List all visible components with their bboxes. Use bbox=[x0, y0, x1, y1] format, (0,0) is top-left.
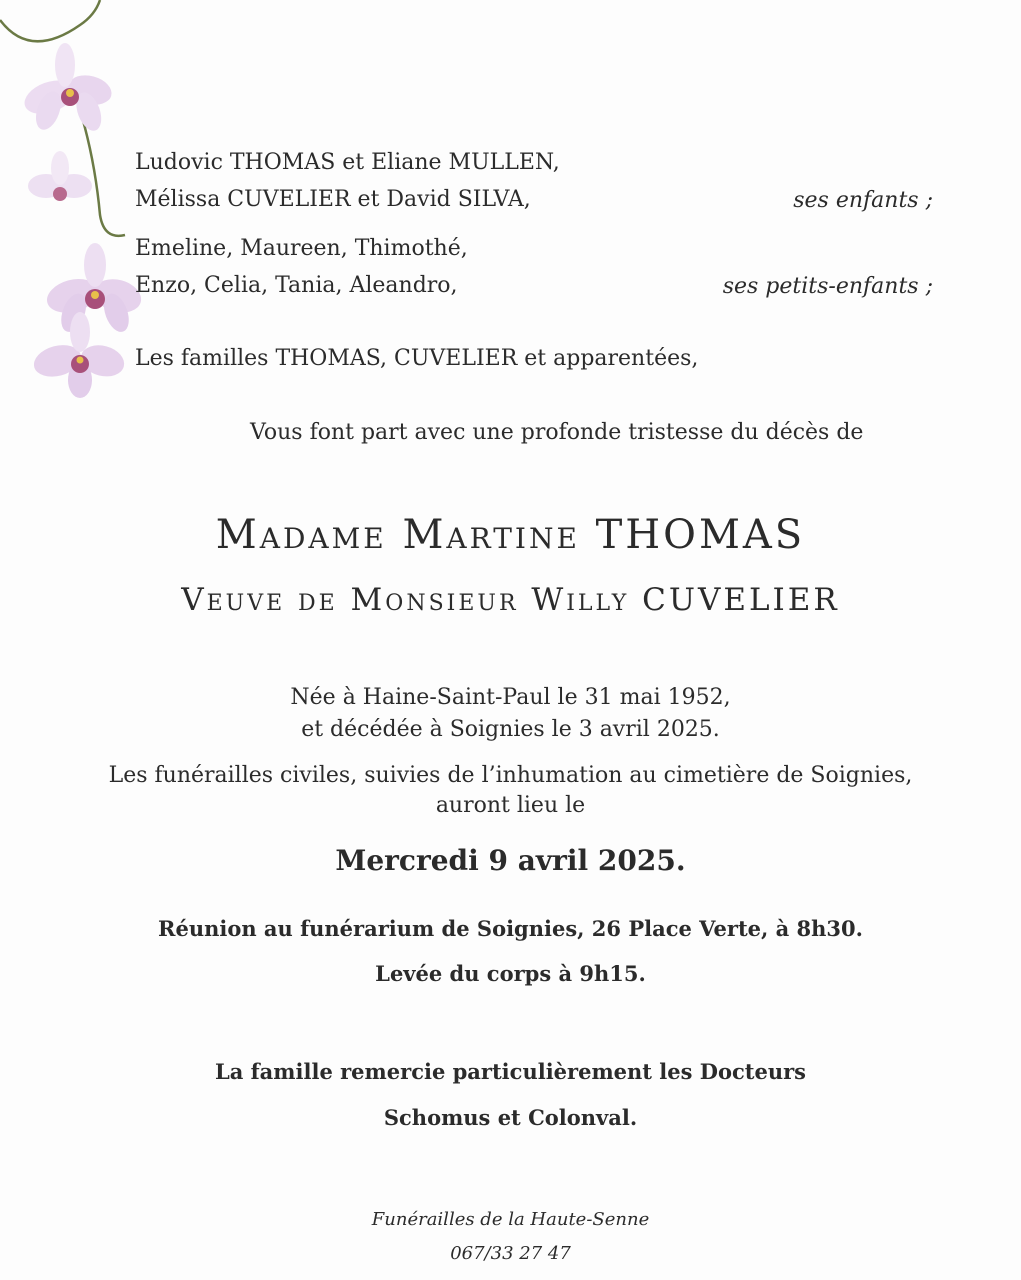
thanks-line-2: Schomus et Colonval. bbox=[383, 1105, 638, 1130]
families-line: Les familles THOMAS, CUVELIER et apparentées, bbox=[135, 346, 699, 371]
death-info: et décédée à Soignies le 3 avril 2025. bbox=[301, 717, 720, 742]
orchid-flower-2 bbox=[28, 151, 92, 201]
widow-of: Veuve de Monsieur Willy CUVELIER bbox=[181, 582, 840, 618]
announcement: Vous font part avec une profonde tristesse du décès de bbox=[250, 420, 864, 445]
orchid-flower-1 bbox=[20, 43, 115, 134]
grandchildren-role: ses petits-enfants ; bbox=[722, 274, 933, 299]
funeral-line-1: Les funérailles civiles, suivies de l’inhumation au cimetière de Soignies, bbox=[108, 763, 913, 788]
funeral-date: Mercredi 9 avril 2025. bbox=[335, 844, 686, 877]
undertaker-name: Funérailles de la Haute-Senne bbox=[371, 1209, 650, 1230]
funeral-line-2: auront lieu le bbox=[435, 793, 586, 818]
thanks-line-1: La famille remercie particulièrement les Docteurs bbox=[214, 1059, 807, 1084]
undertaker-phone: 067/33 27 47 bbox=[450, 1243, 571, 1264]
birth-info: Née à Haine-Saint-Paul le 31 mai 1952, bbox=[290, 685, 731, 710]
departure-info: Levée du corps à 9h15. bbox=[375, 961, 646, 986]
grandchildren-line-1: Emeline, Maureen, Thimothé, bbox=[135, 236, 468, 261]
children-line-1: Ludovic THOMAS et Eliane MULLEN, bbox=[135, 150, 560, 175]
deceased-name: Madame Martine THOMAS bbox=[215, 512, 806, 558]
children-line-2: Mélissa CUVELIER et David SILVA, bbox=[135, 187, 531, 212]
grandchildren-line-2: Enzo, Celia, Tania, Aleandro, bbox=[135, 273, 458, 298]
meeting-info: Réunion au funérarium de Soignies, 26 Place Verte, à 8h30. bbox=[158, 916, 863, 941]
orchid-flower-3 bbox=[43, 243, 145, 335]
orchid-illustration bbox=[0, 0, 150, 400]
children-role: ses enfants ; bbox=[793, 188, 933, 213]
